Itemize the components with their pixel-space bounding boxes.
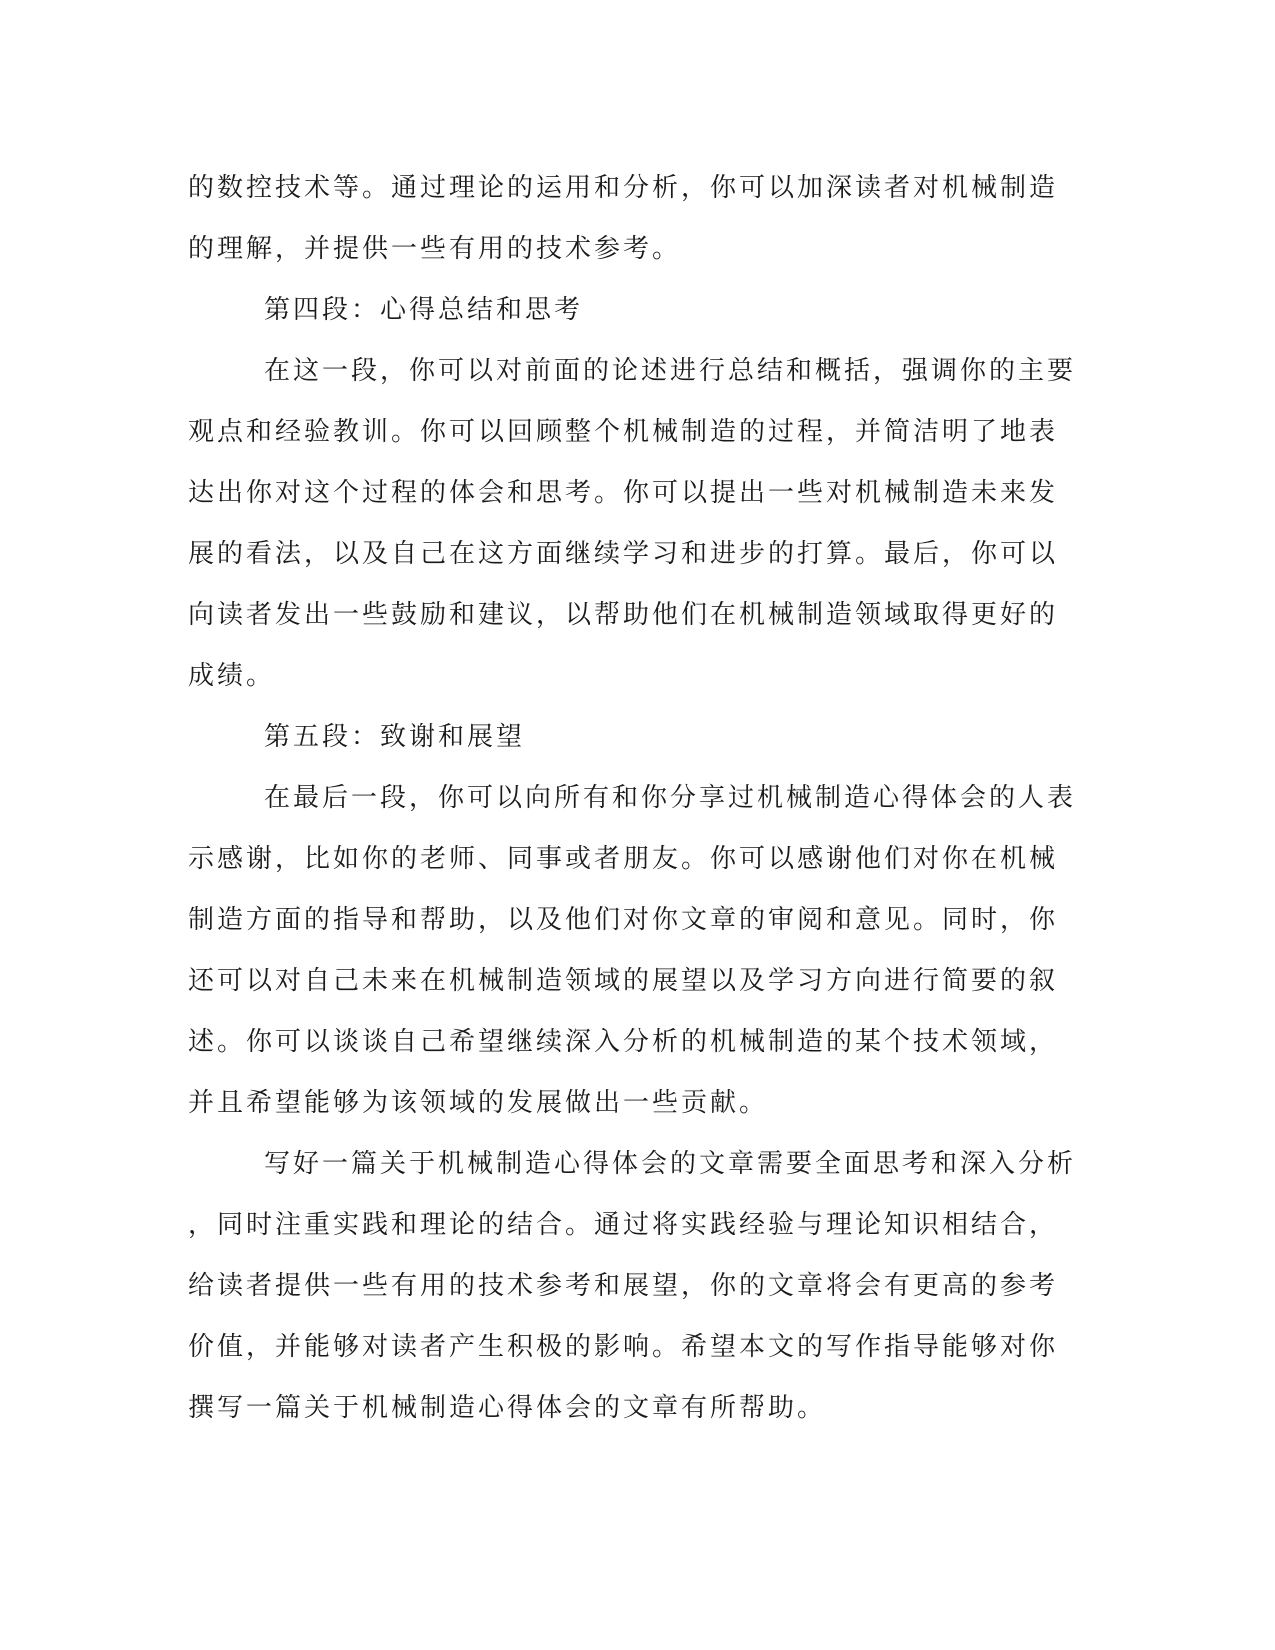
text-line: 向读者发出一些鼓励和建议，以帮助他们在机械制造领域取得更好的 bbox=[188, 600, 1059, 630]
text-line: 观点和经验教训。你可以回顾整个机械制造的过程，并简洁明了地表 bbox=[188, 417, 1059, 447]
text-line: 的理解，并提供一些有用的技术参考。 bbox=[188, 234, 682, 264]
text-line: 制造方面的指导和帮助，以及他们对你文章的审阅和意见。同时，你 bbox=[188, 905, 1059, 935]
text-line: 示感谢，比如你的老师、同事或者朋友。你可以感谢他们对你在机械 bbox=[188, 844, 1059, 874]
text-line: 撰写一篇关于机械制造心得体会的文章有所帮助。 bbox=[188, 1393, 827, 1423]
text-line: 给读者提供一些有用的技术参考和展望，你的文章将会有更高的参考 bbox=[188, 1271, 1059, 1301]
text-line: 成绩。 bbox=[188, 661, 276, 691]
text-line: 并且希望能够为该领域的发展做出一些贡献。 bbox=[188, 1088, 769, 1118]
text-line: ，同时注重实践和理论的结合。通过将实践经验与理论知识相结合， bbox=[188, 1210, 1059, 1240]
text-line: 还可以对自己未来在机械制造领域的展望以及学习方向进行简要的叙 bbox=[188, 966, 1059, 996]
text-line: 价值，并能够对读者产生积极的影响。希望本文的写作指导能够对你 bbox=[188, 1332, 1059, 1362]
section-heading-4: 第四段：心得总结和思考 bbox=[264, 295, 584, 325]
text-line: 在这一段，你可以对前面的论述进行总结和概括，强调你的主要 bbox=[264, 356, 1077, 386]
text-line: 述。你可以谈谈自己希望继续深入分析的机械制造的某个技术领域， bbox=[188, 1027, 1059, 1057]
text-line: 写好一篇关于机械制造心得体会的文章需要全面思考和深入分析 bbox=[264, 1149, 1077, 1179]
text-line: 的数控技术等。通过理论的运用和分析，你可以加深读者对机械制造 bbox=[188, 173, 1059, 203]
text-line: 在最后一段，你可以向所有和你分享过机械制造心得体会的人表 bbox=[264, 783, 1077, 813]
section-heading-5: 第五段：致谢和展望 bbox=[264, 722, 526, 752]
document-body bbox=[188, 158, 1077, 1439]
text-line: 达出你对这个过程的体会和思考。你可以提出一些对机械制造未来发 bbox=[188, 478, 1059, 508]
text-line: 展的看法，以及自己在这方面继续学习和进步的打算。最后，你可以 bbox=[188, 539, 1059, 569]
